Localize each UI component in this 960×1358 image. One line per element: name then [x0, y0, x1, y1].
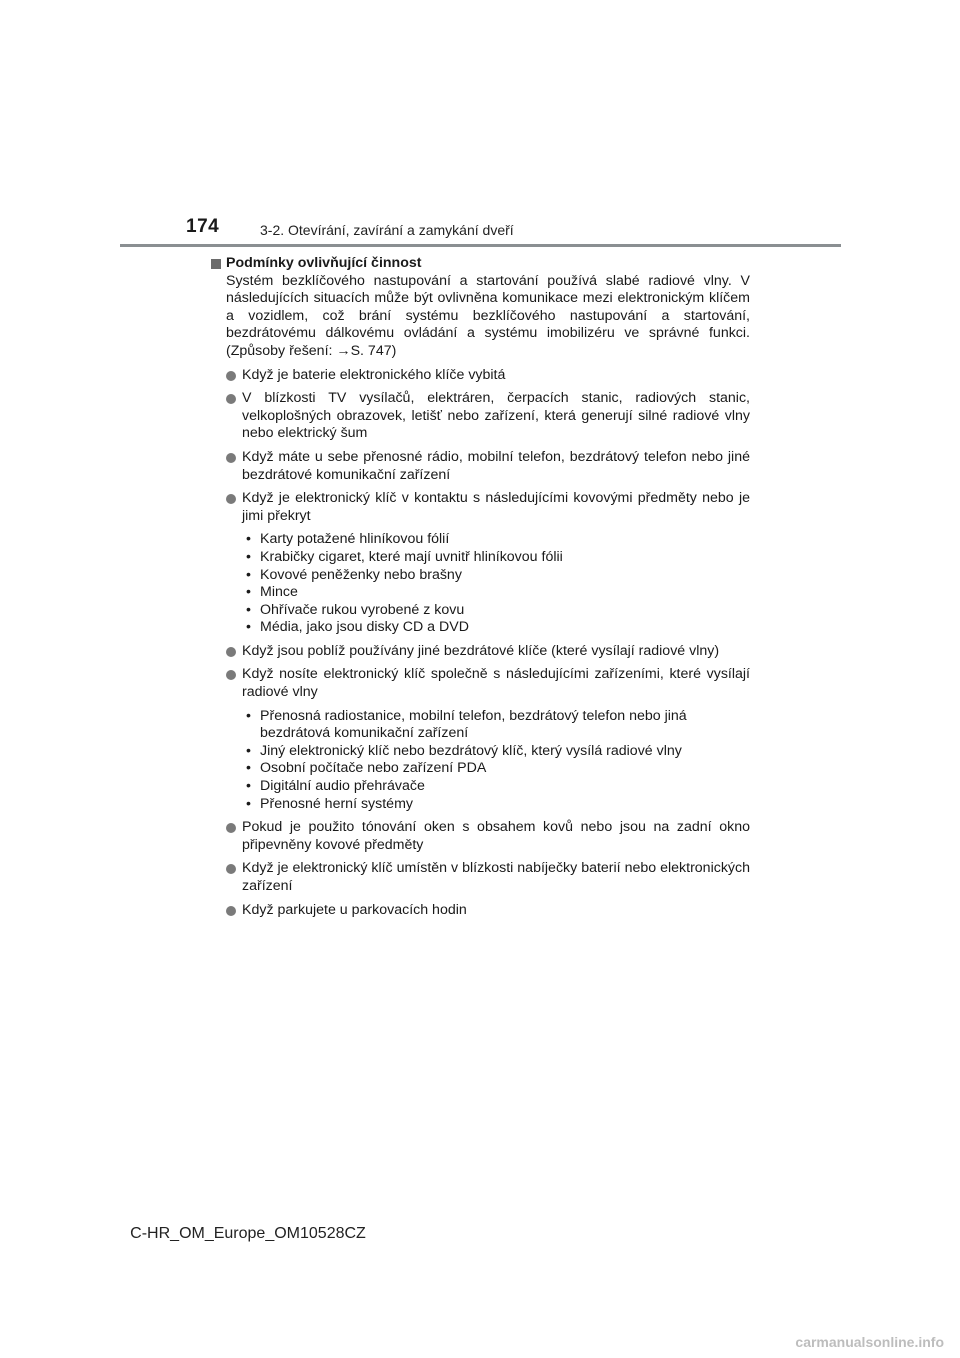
small-dot-icon: •	[246, 742, 251, 759]
main-content	[210, 255, 750, 919]
bullet-text: Když je baterie elektronického klíče vybitá	[242, 366, 506, 383]
sub-item-text: Karty potažené hliníkovou fólií	[260, 531, 450, 548]
small-dot-icon: •	[246, 548, 251, 565]
bullet-text: V blízkosti TV vysílačů, elektráren, čerpacích stanic, radiových stanic, velkoplošných obrazovek, letišť nebo zařízení, která generují silné radiové vlny nebo elektrický šum	[242, 390, 750, 442]
circle-bullet-icon	[226, 453, 236, 463]
bullet-item	[210, 666, 750, 701]
header-rule	[120, 244, 841, 247]
bullet-text: Když máte u sebe přenosné rádio, mobilní telefon, bezdrátový telefon nebo jiné bezdrátové komunikační zařízení	[242, 448, 750, 483]
sub-item-text: Přenosné herní systémy	[260, 795, 413, 812]
footer-code: C-HR_OM_Europe_OM10528CZ	[130, 1225, 366, 1242]
sub-item	[242, 760, 750, 778]
sub-item	[242, 796, 750, 814]
bullet-text: Když jsou poblíž používány jiné bezdrátové klíče (které vysílají radiové vlny)	[242, 642, 720, 659]
sub-item-text: Digitální audio přehrávače	[260, 778, 425, 795]
small-dot-icon: •	[246, 601, 251, 618]
intro-paragraph: Systém bezklíčového nastupování a startování používá slabé radiové vlny. V následujících situacích může být ovlivněna komunikace mezi elektronickým klíčem a vozidlem, což brání systému bezklíčového nastupování a startování, bezdrátovému dálkovému ovládání a systému imobilizéru ve správné funkci. (Způsoby řešení: →S. 747)	[226, 272, 750, 359]
section-heading	[210, 255, 750, 273]
bullet-text: Když je elektronický klíč umístěn v blízkosti nabíječky baterií nebo elektronických zařízení	[242, 860, 750, 894]
circle-bullet-icon	[226, 864, 236, 874]
sub-item	[242, 584, 750, 602]
circle-bullet-icon	[226, 494, 236, 504]
circle-bullet-icon	[226, 371, 236, 381]
small-dot-icon: •	[246, 566, 251, 583]
page-number: 174	[186, 216, 220, 237]
bullet-text: Pokud je použito tónování oken s obsahem kovů nebo jsou na zadní okno připevněny kovové předměty	[242, 819, 750, 853]
circle-bullet-icon	[226, 823, 236, 833]
sub-item	[242, 602, 750, 620]
bullet-item	[210, 449, 750, 484]
circle-bullet-icon	[226, 647, 236, 657]
sub-item-text: Ohřívače rukou vyrobené z kovu	[260, 601, 465, 618]
circle-bullet-icon	[226, 906, 236, 916]
bullet-item	[210, 367, 750, 385]
small-dot-icon: •	[246, 760, 251, 777]
bullet-item	[210, 902, 750, 920]
sub-item	[242, 619, 750, 637]
sub-item-text: Jiný elektronický klíč nebo bezdrátový klíč, který vysílá radiové vlny	[260, 742, 682, 759]
watermark: carmanualsonline.info	[795, 1334, 944, 1350]
sub-list	[242, 708, 750, 814]
sub-item	[242, 708, 750, 743]
bullet-text: Když nosíte elektronický klíč společně s následujícími zařízeními, které vysílají radiové vlny	[242, 666, 750, 701]
heading-text: Podmínky ovlivňující činnost	[226, 255, 422, 271]
small-dot-icon: •	[246, 619, 251, 636]
small-dot-icon: •	[246, 795, 251, 812]
sub-item-text: Média, jako jsou disky CD a DVD	[260, 619, 469, 636]
section-title: 3-2. Otevírání, zavírání a zamykání dveří	[260, 222, 514, 238]
sub-item-text: Mince	[260, 584, 298, 601]
sub-item	[242, 778, 750, 796]
circle-bullet-icon	[226, 394, 236, 404]
bullet-text: Když parkujete u parkovacích hodin	[242, 901, 467, 918]
sub-item-text: Krabičky cigaret, které mají uvnitř hliníkovou fólii	[260, 548, 563, 565]
sub-item	[242, 549, 750, 567]
sub-item	[242, 743, 750, 761]
sub-item-text: Kovové peněženky nebo brašny	[260, 566, 462, 583]
bullet-item	[210, 860, 750, 895]
bullet-item	[210, 819, 750, 854]
bullet-item	[210, 390, 750, 443]
bullet-item	[210, 490, 750, 525]
small-dot-icon: •	[246, 584, 251, 601]
square-bullet-icon	[211, 259, 221, 269]
circle-bullet-icon	[226, 670, 236, 680]
bullet-list	[210, 367, 750, 920]
sub-item	[242, 531, 750, 549]
small-dot-icon: •	[246, 707, 251, 724]
bullet-text: Když je elektronický klíč v kontaktu s následujícími kovovými předměty nebo je jimi překryt	[242, 490, 750, 524]
sub-item-text: Osobní počítače nebo zařízení PDA	[260, 760, 487, 777]
sub-item	[242, 567, 750, 585]
bullet-item	[210, 643, 750, 661]
small-dot-icon: •	[246, 778, 251, 795]
small-dot-icon: •	[246, 531, 251, 548]
sub-item-text: Přenosná radiostanice, mobilní telefon, bezdrátový telefon nebo jiná bezdrátová komunikační zařízení	[260, 707, 687, 742]
sub-list	[242, 531, 750, 637]
